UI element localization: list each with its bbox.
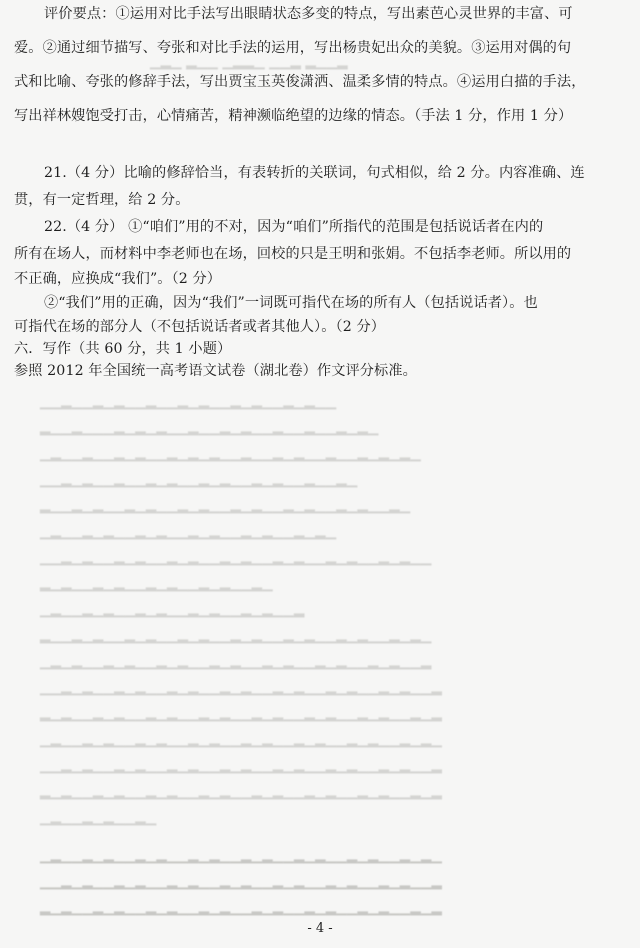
paragraph-line: 22.（4 分） ①“咱们”用的不对，因为“咱们”所指代的范围是包括说话者在内的 [44, 219, 544, 235]
document-page: ▁▂▁ ▂▁▁ ▁▂▂▁ ▁▁▂ ▂▁▁▂ ▁▁▂▁▁▂▁▂▁▁▂▁▁▂▁▂▁▁▂▁▂▁▁▂▁▂▁▁ ▂▁▁▂▁▁▁▂▁▂▁▂▁▁▂▁▁▂▁▂▁▁▂▁▁▂▁▁▂▁▂▁ ▁▂▁▁▂▁▁▂▁▂▁▁▂▁▂▁▂▁▁▂▁▁▂▁▂▁▁▂▁▁▂▁▂▁▂▁ ▁▁▂▁▂▁▁▂▁▁▂▁▂▁▁▂▁▂▁▁▂▁▂▁▁▂▁▁▂▁ ▂▁▁▂▁▂▁▁▂▁▂▁▁▂▁▂▁▁▂▁▂▁▁▂▁▂▁▁▂▁▂▁▁▂▁ ▁▂▁▁▂▁▂▁▁▂▁▂▁▁▂▁▂▁▁▂▁▂▁▁▂▁▂▁ ▁▁▂▁▂▁▁▂▁▂▁▁▂▁▂▁▁▂▁▂▁▁▂▁▂▁▁▂▁▂▁▁▂▁▂▁▁ ▂▁▂▁▁▂▁▂▁▁▂▁▂▁▁▂▁▂▁▁▂▁ ▁▂▁▁▂▁▂▁▁▂▁▂▁▁▂▁▂▁▁▂▁▂▁▁▂ ▂▁▁▂▁▂▁▁▂▁▂▁▁▂▁▂▁▁▂▁▂▁▁▂▁▂▁▁▂▁▂▁▁▂▁▂▁ ▁▂▁▂▁▁▂▁▂▁▁▂▁▂▁▁▂▁▂▁▁▂▁▂▁▁▂▁▂▁▁▂▁▂▁▁▂ ▁▁▂▁▂▁▁▂▁▂▁▁▂▁▂▁▁▂▁▂▁▁▂▁▂▁▁▂▁▂▁▁▂▁▂▁▁▂ ▂▁▂▁▁▂▁▂▁▁▂▁▂▁▁▂▁▂▁▁▂▁▂▁▁▂▁▂▁▁▂▁▂▁▁▂▁▂ ▁▂▁▁▂▁▂▁▁▂▁▂▁▁▂▁▂▁▁▂▁▂▁▁▂▁▂▁▁▂▁▂▁▁▂▁▂▁ ▁▁▂▁▂▁▁▂▁▂▁▁▂▁▂▁▁▂▁▂▁▁▂▁▂▁▁▂▁▂▁▁▂▁▂▁▁▂ ▂▁▂▁▁▂▁▂▁▁▂▁▂▁▁▂▁▂▁▁▂▁▂▁▁▂▁▂▁▁▂▁▂▁▁▂▁▂ ▁▂▁▁▂▁▂▁▁▂▁ ▁▂▁▁▂▁▂▁▁▂▁▂▁▁▂▁▂▁▁▂▁▂▁▁▂▁▂▁▁▂▁▂▁▁▂▁▂▁ ▁▁▂▁▂▁▁▂▁▂▁▁▂▁▂▁▁▂▁▂▁▁▂▁▂▁▁▂▁▂▁▁▂▁▂▁▁▂ ▂▁▂▁▁▂▁▂▁▁▂▁▂▁▁▂▁▂▁▁▂▁▂▁▁▂▁▂▁▁▂▁▂▁▁▂▁▂ 评价要点：①运用对比手法写出眼睛状态多变的特点，写出素芭心灵世界的丰富、可 爱。②通过细节描写、夸张和对比手法的运用，写出杨贵妃出众的美貌。③运用对偶的句 式和比喻、夸张的修辞手法，写出贾宝玉英俊潇洒、温柔多情的特点。④运用白描的手法， 写出祥林嫂饱受打击，心情痛苦，精神濒临绝望的边缘的情态。（手法 1 分，作用 1 分） 21.（4 分）比喻的修辞恰当，有表转折的关联词，句式相似，给 2 分。内容准确、连 贯，有一定哲理，给 2 分。 22.（4 分） ①“咱们”用的不对，因为“咱们”所指代的范围是包括说话者在内的 所有在场人，而材料中李老师也在场，回校的只是王明和张娟。不包括李老师。所以用的 不正确，应换成“我们”。（2 分） ②“我们”用的正确，因为“我们”一词既可指代在场的所有人（包括说话者）。也 可指代在场的部分人（不包括说话者或者其他人）。（2 分） 六．写作（共 60 分，共 1 小题） 参照 2012 年全国统一高考语文试卷（湖北卷）作文评分标准。 - 4 - [0, 0, 640, 948]
section-heading: 六．写作（共 60 分，共 1 小题） [14, 341, 232, 357]
paragraph-line: 21.（4 分）比喻的修辞恰当，有表转折的关联词，句式相似，给 2 分。内容准确、连 [44, 165, 585, 181]
paragraph-line: 可指代在场的部分人（不包括说话者或者其他人）。（2 分） [14, 319, 386, 335]
paragraph-line: 写出祥林嫂饱受打击，心情痛苦，精神濒临绝望的边缘的情态。（手法 1 分，作用 1 分） [14, 108, 573, 124]
paragraph-line: 爱。②通过细节描写、夸张和对比手法的运用，写出杨贵妃出众的美貌。③运用对偶的句 [14, 40, 572, 56]
paragraph-line: 贯，有一定哲理，给 2 分。 [14, 192, 190, 208]
paragraph-line: 评价要点：①运用对比手法写出眼睛状态多变的特点，写出素芭心灵世界的丰富、可 [44, 6, 573, 22]
paragraph-line: 不正确，应换成“我们”。（2 分） [14, 271, 222, 287]
paragraph-line: 式和比喻、夸张的修辞手法，写出贾宝玉英俊潇洒、温柔多情的特点。④运用白描的手法， [14, 74, 586, 90]
paragraph-line: 参照 2012 年全国统一高考语文试卷（湖北卷）作文评分标准。 [14, 363, 417, 379]
paragraph-line: 所有在场人，而材料中李老师也在场，回校的只是王明和张娟。不包括李老师。所以用的 [14, 246, 572, 262]
paragraph-line: ②“我们”用的正确，因为“我们”一词既可指代在场的所有人（包括说话者）。也 [44, 295, 538, 311]
page-number: - 4 - [307, 921, 333, 936]
